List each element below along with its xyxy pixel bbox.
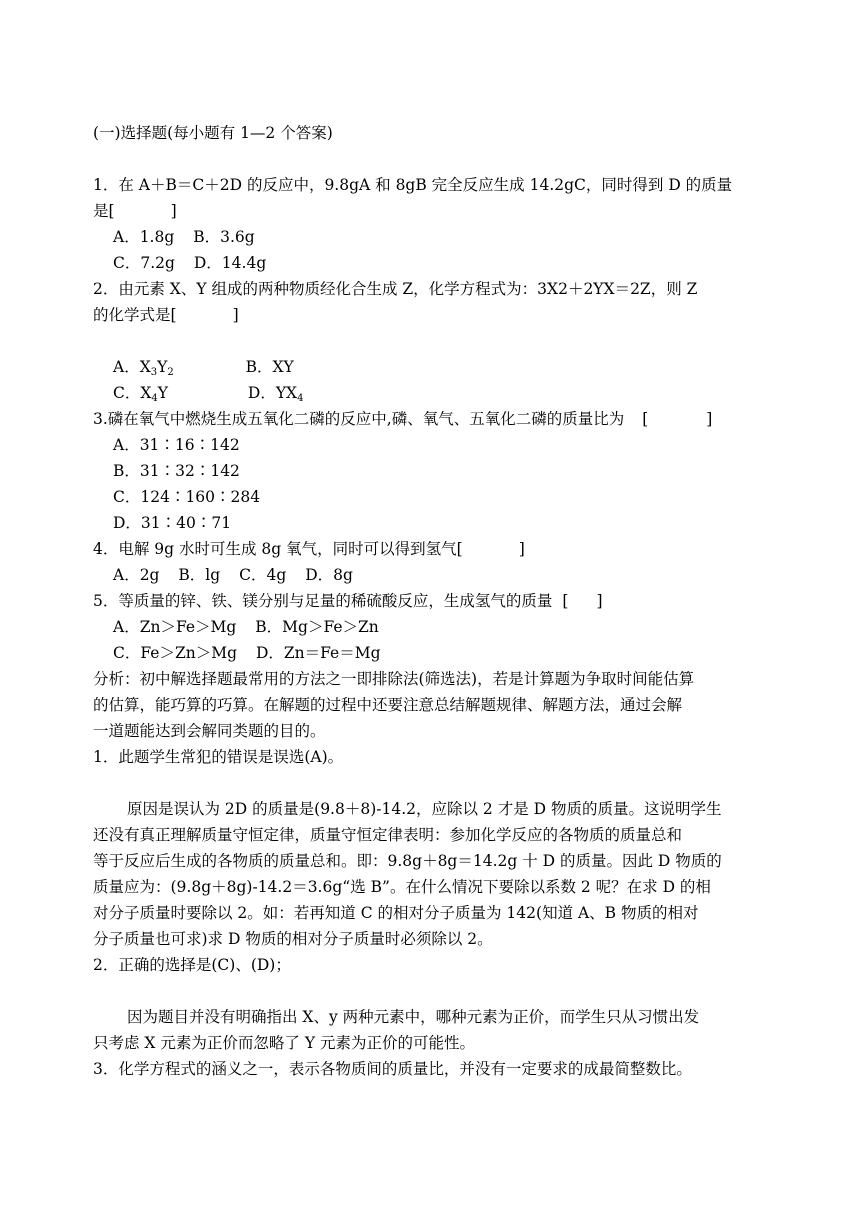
- question-3-stem-line: [93, 406, 773, 432]
- question-4-option-d: D．8g: [305, 566, 353, 584]
- question-2-option-b: B．XY: [245, 358, 294, 376]
- question-3-stem: 3.磷在氧气中燃烧生成五氧化二磷的反应中,磷、氧气、五氧化二磷的质量比为: [93, 410, 625, 428]
- analysis-point-1-line-2: 还没有真正理解质量守恒定律，质量守恒定律表明：参加化学反应的各物质的质量总和: [93, 826, 683, 844]
- analysis-intro-line-3: 一道题能达到会解同类题的目的。: [93, 722, 326, 740]
- question-3-option-b: B．31∶32∶142: [113, 462, 240, 480]
- analysis-point-2-title: 2．正确的选择是(C)、(D)；: [93, 956, 291, 974]
- question-4-option-b: B．lg: [178, 566, 221, 584]
- analysis-intro-line-1: 分析：初中解选择题最常用的方法之一即排除法(筛选法)，若是计算题为争取时间能估算: [93, 670, 695, 688]
- question-2-option-c: C．$X_4Y$: [113, 384, 169, 404]
- question-5-option-b: B．Mg＞Fe＞Zn: [255, 618, 379, 636]
- question-1-options-row-2: [93, 250, 773, 276]
- analysis-point-1-title: 1．此题学生常犯的错误是误选(A)。: [93, 748, 344, 766]
- question-2-stem-line2: 的化学式是[: [93, 306, 177, 324]
- analysis-point-1-line-6: 分子质量也可求)求 D 物质的相对分子质量时必须除以 2。: [93, 930, 493, 948]
- spacer: [93, 328, 773, 354]
- question-1-stem: 1．在 A＋B＝C＋2D 的反应中，9.8gA 和 8gB 完全反应生成 14.2gC，同时得到 D 的质量: [93, 176, 733, 194]
- question-1-stem-line2: 是[: [93, 202, 115, 220]
- spacer: [93, 978, 773, 1004]
- document-page: [93, 120, 773, 1082]
- question-3-bracket-open: [: [642, 410, 649, 428]
- question-5-bracket-open: [: [562, 592, 569, 610]
- subscript: 4: [151, 393, 158, 404]
- question-4-option-a: A．2g: [113, 566, 160, 584]
- question-2-stem: 2．由元素 X、Y 组成的两种物质经化合生成 Z，化学方程式为：3X2＋2YX＝2Z，则 Z: [93, 280, 698, 298]
- section-header: (一)选择题(每小题有 1—2 个答案): [93, 124, 333, 142]
- question-5-options-row-1: [93, 614, 773, 640]
- question-3-bracket-close: ]: [706, 410, 713, 428]
- question-2-option-c-text: C．X: [113, 384, 152, 402]
- question-4-stem: 4．电解 9g 水时可生成 8g 氧气，同时可以得到氢气[: [93, 540, 463, 558]
- question-4-option-c: C．4g: [239, 566, 287, 584]
- question-1-options-row-1: [93, 224, 773, 250]
- question-5-option-c: C．Fe＞Zn＞Mg: [113, 644, 237, 662]
- analysis-point-1-line-1: 原因是误认为 2D 的质量是(9.8＋8)-14.2，应除以 2 才是 D 物质的质量。这说明学生: [127, 800, 722, 818]
- analysis-point-1-line-4: 质量应为：(9.8g＋8g)-14.2＝3.6g“选 B”。在什么情况下要除以系数 2 呢？在求 D 的相: [93, 878, 711, 896]
- question-2-options-row-2: [93, 380, 773, 406]
- question-2-option-a-text: A．X: [113, 358, 151, 376]
- question-2-option-a: A．$X_3Y_2$: [113, 358, 174, 378]
- analysis-point-3-title: 3．化学方程式的涵义之一，表示各物质间的质量比，并没有一定要求的成最简整数比。: [93, 1060, 692, 1078]
- spacer: [93, 146, 773, 172]
- question-1-option-d: D．14.4g: [193, 254, 267, 272]
- question-3-option-a: A．31∶16∶142: [113, 436, 240, 454]
- question-5-bracket-close: ]: [596, 592, 603, 610]
- question-1-option-c: C．7.2g: [113, 254, 175, 272]
- analysis-point-1-line-5: 对分子质量时要除以 2。如：若再知道 C 的相对分子质量为 142(知道 A、B 物质的相对: [93, 904, 699, 922]
- subscript: 3: [150, 367, 158, 378]
- question-2-options-row-1: [93, 354, 773, 380]
- question-2-stem-cont: [93, 302, 773, 328]
- spacer: [93, 770, 773, 796]
- question-5-options-row-2: [93, 640, 773, 666]
- question-1-option-b: B．3.6g: [193, 228, 255, 246]
- question-5-stem: 5．等质量的锌、铁、镁分别与足量的稀硫酸反应，生成氢气的质量: [93, 592, 553, 610]
- question-1-stem-cont: [93, 198, 773, 224]
- question-4-bracket-close: ]: [518, 540, 525, 558]
- analysis-point-1-line-3: 等于反应后生成的各物质的质量总和。即：9.8g＋8g＝14.2g 十 D 的质量。因此 D 物质的: [93, 852, 722, 870]
- question-2-option-d: [248, 384, 304, 402]
- question-1-bracket-close: ]: [170, 202, 177, 220]
- question-1-option-a: A．1.8g: [113, 228, 175, 246]
- question-4-options: [93, 562, 773, 588]
- subscript: 4: [297, 393, 304, 404]
- analysis-point-2-line-1: 因为题目并没有明确指出 X、y 两种元素中，哪种元素为正价，而学生只从习惯出发: [127, 1008, 700, 1026]
- question-2-bracket-close: ]: [232, 306, 239, 324]
- question-5-option-a: A．Zn＞Fe＞Mg: [113, 618, 237, 636]
- analysis-point-2-line-2: 只考虑 X 元素为正价而忽略了 Y 元素为正价的可能性。: [93, 1034, 475, 1052]
- analysis-intro-line-2: 的估算，能巧算的巧算。在解题的过程中还要注意总结解题规律、解题方法，通过会解: [93, 696, 683, 714]
- question-3-option-d: D．31∶40∶71: [113, 514, 232, 532]
- subscript: 2: [167, 367, 174, 378]
- question-4-stem-line: [93, 536, 773, 562]
- question-5-option-d: D．Zn＝Fe＝Mg: [255, 644, 381, 662]
- question-5-stem-line: [93, 588, 773, 614]
- question-3-option-c: C．124∶160∶284: [113, 488, 261, 506]
- question-2-option-d-text: D．YX: [247, 384, 298, 402]
